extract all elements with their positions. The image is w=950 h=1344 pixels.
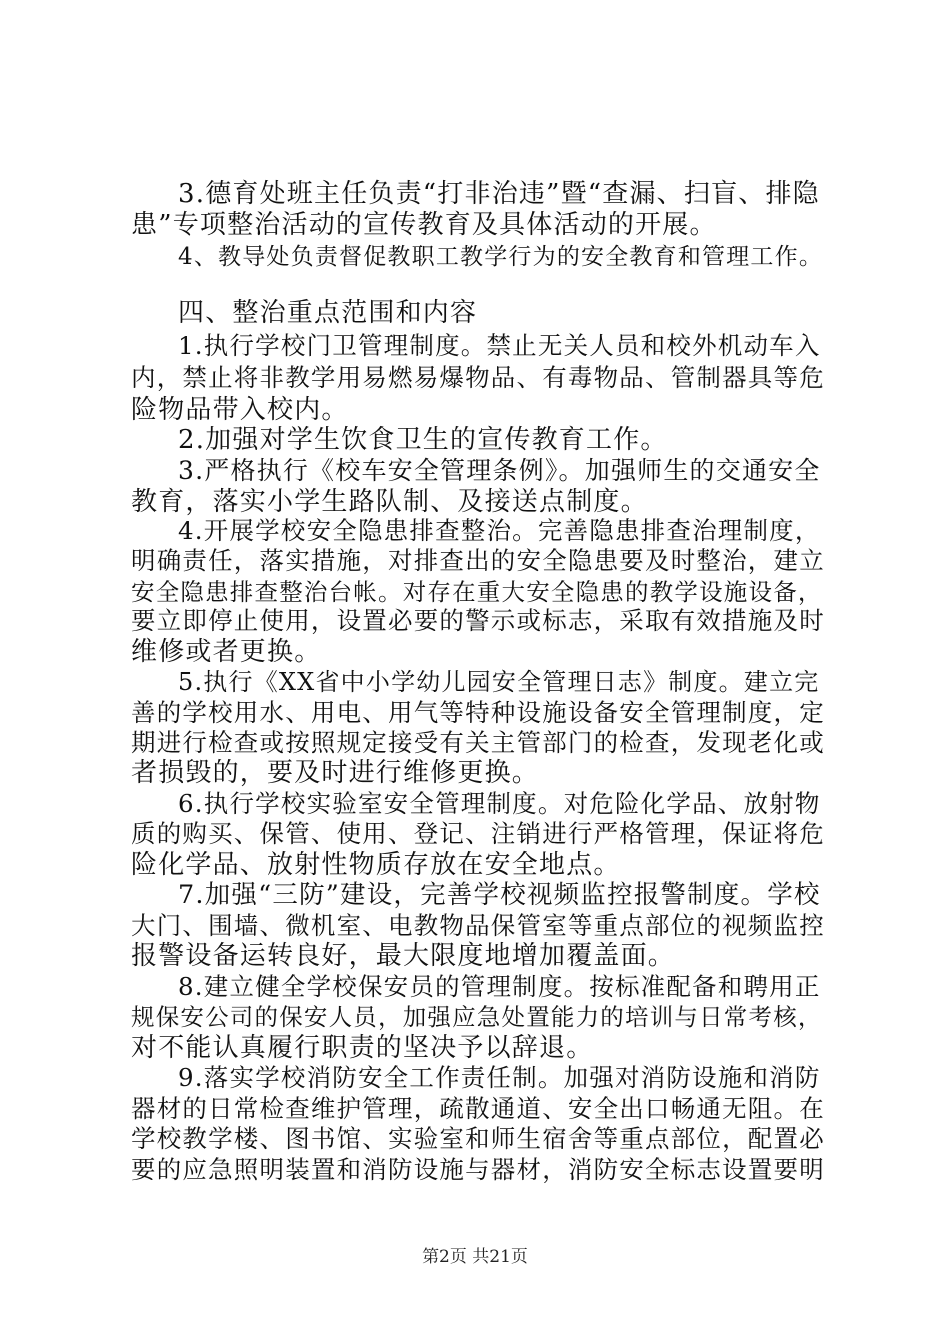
paragraph-line: 善的学校用水、用电、用气等特种设施设备安全管理制度，定 xyxy=(131,698,825,727)
paragraph-line: 5.执行《XX省中小学幼儿园安全管理日志》制度。建立完 xyxy=(178,668,820,696)
paragraph-line: 者损毁的，要及时进行维修更换。 xyxy=(131,758,540,788)
paragraph-line: 教育，落实小学生路队制、及接送点制度。 xyxy=(131,487,648,517)
paragraph-line: 患”专项整治活动的宣传教育及具体活动的开展。 xyxy=(131,210,717,240)
paragraph-line: 1.执行学校门卫管理制度。禁止无关人员和校外机动车入 xyxy=(178,331,821,360)
paragraph-line: 内，禁止将非教学用易燃易爆物品、有毒物品、管制器具等危 xyxy=(131,363,825,392)
paragraph-line: 险物品带入校内。 xyxy=(131,395,349,425)
paragraph-line: 险化学品、放射性物质存放在安全地点。 xyxy=(131,850,621,880)
paragraph-line: 3.严格执行《校车安全管理条例》。加强师生的交通安全 xyxy=(178,456,821,485)
paragraph-line: 4、教导处负责督促教职工教学行为的安全教育和管理工作。 xyxy=(178,244,824,270)
paragraph-line: 维修或者更换。 xyxy=(131,637,322,667)
paragraph-line: 7.加强“三防”建设，完善学校视频监控报警制度。学校 xyxy=(178,880,821,910)
paragraph-line: 8.建立健全学校保安员的管理制度。按标准配备和聘用正 xyxy=(178,972,821,1001)
section-heading: 四、整治重点范围和内容 xyxy=(178,298,478,328)
paragraph-line: 9.落实学校消防安全工作责任制。加强对消防设施和消防 xyxy=(178,1063,821,1092)
paragraph-line: 器材的日常检查维护管理，疏散通道、安全出口畅通无阻。在 xyxy=(131,1094,825,1123)
paragraph-line: 明确责任，落实措施，对排查出的安全隐患要及时整治，建立 xyxy=(131,546,825,575)
paragraph-line: 4.开展学校安全隐患排查整治。完善隐患排查治理制度， xyxy=(178,516,821,545)
paragraph-line: 安全隐患排查整治台帐。对存在重大安全隐患的教学设施设备， xyxy=(131,578,823,606)
paragraph-line: 要立即停止使用，设置必要的警示或标志，采取有效措施及时 xyxy=(131,606,825,635)
page-number-footer: 第2页 共21页 xyxy=(422,1247,528,1267)
paragraph-line: 要的应急照明装置和消防设施与器材，消防安全标志设置要明 xyxy=(131,1155,825,1184)
paragraph-line: 报警设备运转良好，最大限度地增加覆盖面。 xyxy=(131,941,676,971)
paragraph-line: 2.加强对学生饮食卫生的宣传教育工作。 xyxy=(178,425,668,455)
paragraph-line: 学校教学楼、图书馆、实验室和师生宿舍等重点部位，配置必 xyxy=(131,1124,825,1153)
paragraph-line: 6.执行学校实验室安全管理制度。对危险化学品、放射物 xyxy=(178,789,821,818)
paragraph-line: 3.德育处班主任负责“打非治违”暨“查漏、扫盲、排隐 xyxy=(178,179,820,209)
paragraph-line: 规保安公司的保安人员，加强应急处置能力的培训与日常考核， xyxy=(131,1003,823,1031)
paragraph-line: 期进行检查或按照规定接受有关主管部门的检查，发现老化或 xyxy=(131,728,825,757)
paragraph-line: 质的购买、保管、使用、登记、注销进行严格管理，保证将危 xyxy=(131,819,825,848)
paragraph-line: 对不能认真履行职责的坚决予以辞退。 xyxy=(131,1033,594,1063)
paragraph-line: 大门、围墙、微机室、电教物品保管室等重点部位的视频监控 xyxy=(131,911,825,940)
